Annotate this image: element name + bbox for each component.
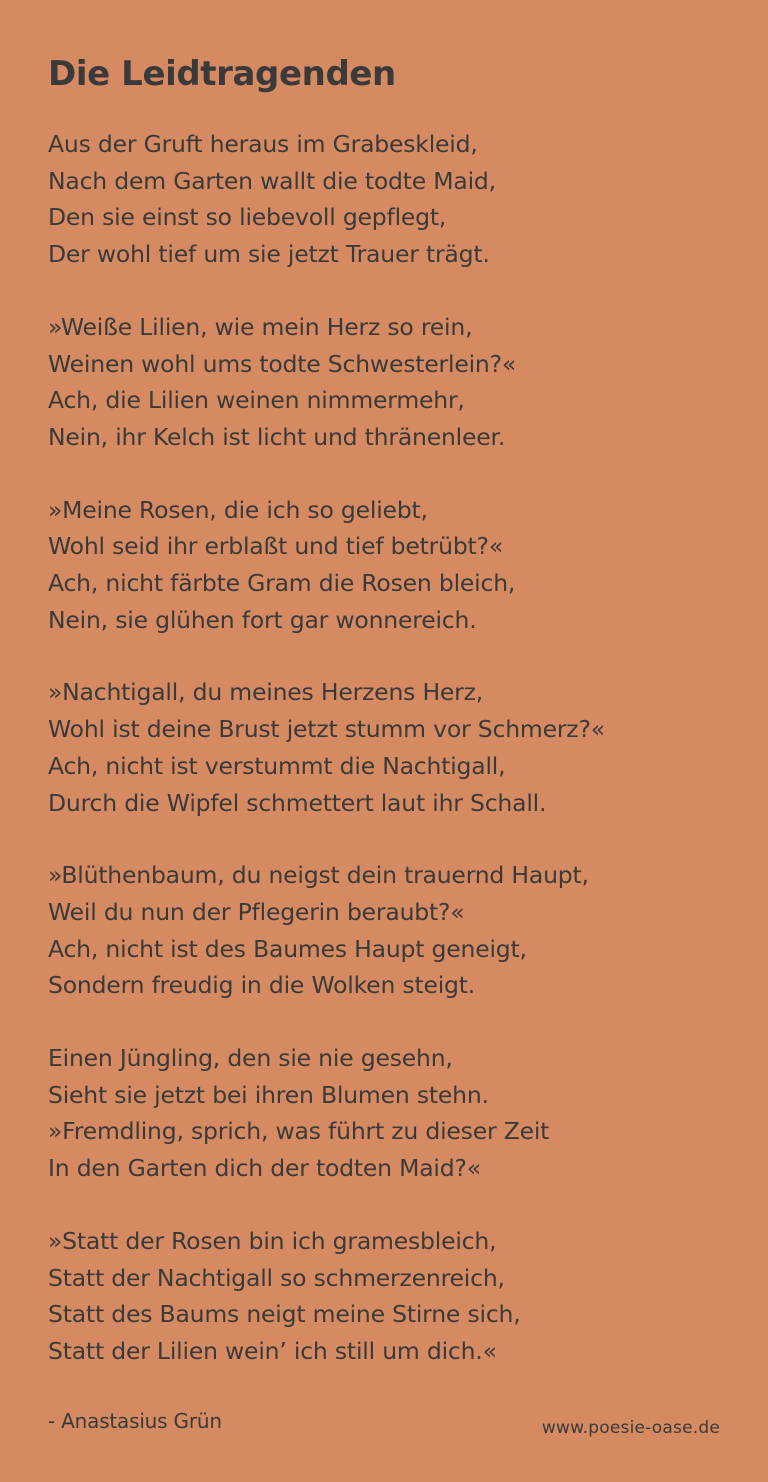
poem-line: »Meine Rosen, die ich so geliebt, (48, 495, 428, 524)
poem-line: Wohl seid ihr erblaßt und tief betrübt?« (48, 532, 504, 561)
stanza-2 (48, 309, 720, 456)
stanza-6 (48, 1040, 720, 1187)
stanza-7 (48, 1223, 720, 1370)
poem-line: »Blüthenbaum, du neigst dein trauernd Haupt, (48, 861, 589, 890)
stanza-1 (48, 126, 720, 273)
poem-line: Statt des Baums neigt meine Stirne sich, (48, 1300, 521, 1329)
poem-line: Durch die Wipfel schmettert laut ihr Schall. (48, 788, 547, 817)
poem-line: Statt der Nachtigall so schmerzenreich, (48, 1263, 505, 1292)
poem-line: Den sie einst so liebevoll gepflegt, (48, 203, 447, 232)
poem-line: Weinen wohl ums todte Schwesterlein?« (48, 349, 517, 378)
poem-line: Nein, sie glühen fort gar wonnereich. (48, 605, 477, 634)
poem-line: »Fremdling, sprich, was führt zu dieser Zeit (48, 1117, 550, 1146)
poem-line: Ach, nicht ist des Baumes Haupt geneigt, (48, 934, 527, 963)
poem-line: Sieht sie jetzt bei ihren Blumen stehn. (48, 1080, 489, 1109)
poem-line: Weil du nun der Pflegerin beraubt?« (48, 897, 465, 926)
poem-line: Nach dem Garten wallt die todte Maid, (48, 166, 496, 195)
poem-line: Ach, nicht ist verstummt die Nachtigall, (48, 751, 506, 780)
stanza-4 (48, 674, 720, 821)
poem-title: Die Leidtragenden (48, 54, 396, 94)
poem-line: Wohl ist deine Brust jetzt stumm vor Schmerz?« (48, 715, 605, 744)
poem-author: - Anastasius Grün (48, 1408, 222, 1433)
poem-line: Statt der Lilien wein’ ich still um dich.« (48, 1336, 497, 1365)
stanza-3 (48, 492, 720, 639)
poem-line: In den Garten dich der todten Maid?« (48, 1154, 481, 1183)
poem-line: Ach, nicht färbte Gram die Rosen bleich, (48, 569, 516, 598)
poem-line: Der wohl tief um sie jetzt Trauer trägt. (48, 240, 490, 269)
poem-line: Ach, die Lilien weinen nimmermehr, (48, 386, 465, 415)
poem-line: »Weiße Lilien, wie mein Herz so rein, (48, 312, 473, 341)
poem-line: Sondern freudig in die Wolken steigt. (48, 971, 476, 1000)
stanza-5 (48, 857, 720, 1004)
website-credit: www.poesie-oase.de (541, 1418, 720, 1438)
poem-line: »Nachtigall, du meines Herzens Herz, (48, 678, 484, 707)
poem-line: Nein, ihr Kelch ist licht und thränenleer. (48, 422, 506, 451)
poem-line: »Statt der Rosen bin ich gramesbleich, (48, 1226, 497, 1255)
poem-line: Aus der Gruft heraus im Grabeskleid, (48, 130, 478, 158)
poem-line: Einen Jüngling, den sie nie gesehn, (48, 1044, 453, 1073)
